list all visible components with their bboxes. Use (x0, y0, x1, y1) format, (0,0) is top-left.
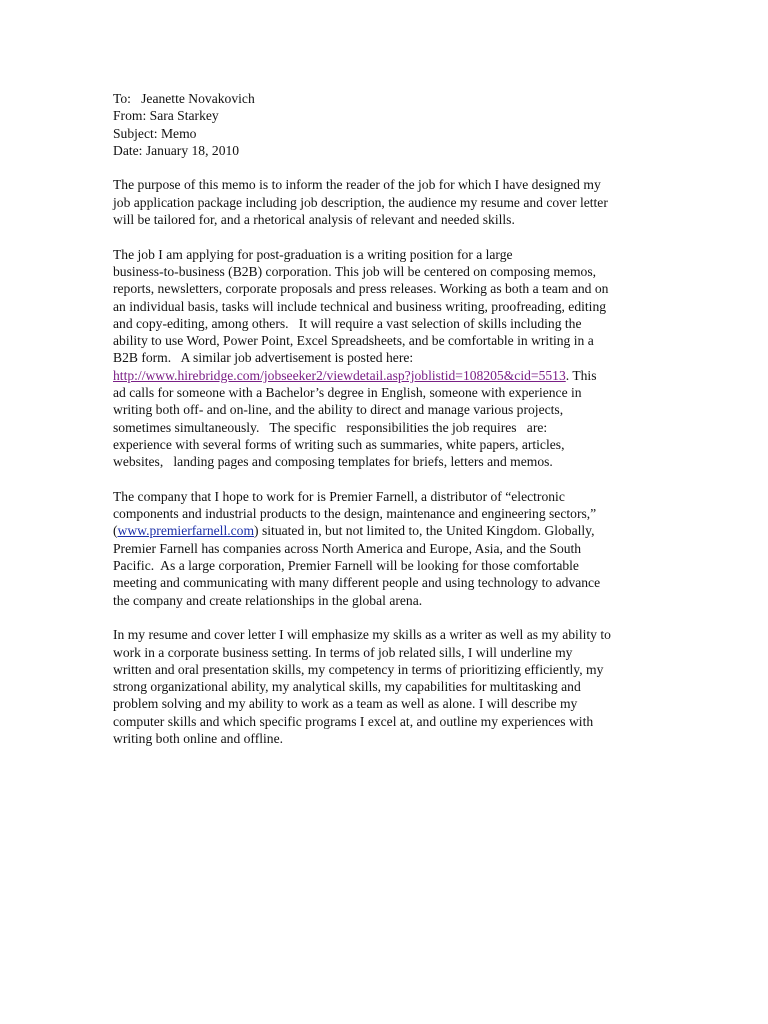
text-line: sometimes simultaneously. The specific responsibilities the job requires are: (113, 419, 548, 435)
paragraph-job (113, 246, 661, 471)
text-line: The purpose of this memo is to inform the reader of the job for which I have designed my (113, 177, 601, 193)
text-line: an individual basis, tasks will include technical and business writing, proofreading, editing (113, 298, 607, 314)
text-line: the company and create relationships in the global arena. (113, 592, 423, 608)
paragraph-company (113, 488, 661, 609)
text-line: writing both off- and on-line, and the ability to direct and manage various projects, (113, 402, 564, 418)
text-line: websites, landing pages and composing templates for briefs, letters and memos. (113, 454, 553, 470)
text-line: writing both online and offline. (113, 730, 284, 746)
text-line: ad calls for someone with a Bachelor’s degree in English, someone with experience in (113, 385, 582, 401)
company-website-link[interactable]: www.premierfarnell.com (117, 523, 255, 539)
memo-date: Date: January 18, 2010 (113, 142, 240, 158)
text-line: business-to-business (B2B) corporation. This job will be centered on composing memos, (113, 263, 597, 279)
text-line: computer skills and which specific programs I excel at, and outline my experiences with (113, 713, 594, 729)
text-line: will be tailored for, and a rhetorical analysis of relevant and needed skills. (113, 212, 515, 228)
text-line: Premier Farnell has companies across North America and Europe, Asia, and the South (113, 540, 582, 556)
paragraph-purpose (113, 176, 661, 228)
text-line: and copy-editing, among others. It will require a vast selection of skills including the (113, 315, 582, 331)
text-line: In my resume and cover letter I will emphasize my skills as a writer as well as my ability to (113, 627, 611, 643)
text-line: B2B form. A similar job advertisement is posted here: (113, 350, 414, 366)
link-leading-text: ( (113, 523, 118, 539)
text-line: job application package including job description, the audience my resume and cover letter (113, 194, 608, 210)
link-trailing-text: ) situated in, but not limited to, the United Kingdom. Globally, (254, 523, 595, 539)
link-trailing-text: . This (565, 367, 597, 383)
text-line: work in a corporate business setting. In terms of job related sills, I will underline my (113, 644, 573, 660)
text-line: The company that I hope to work for is Premier Farnell, a distributor of “electronic (113, 488, 565, 504)
text-line: experience with several forms of writing such as summaries, white papers, articles, (113, 436, 565, 452)
text-line-with-link (113, 522, 661, 539)
text-line-with-link (113, 367, 661, 384)
memo-to: To: Jeanette Novakovich (113, 91, 255, 106)
text-line: components and industrial products to the design, maintenance and engineering sectors,” (113, 506, 597, 522)
text-line: Pacific. As a large corporation, Premier Farnell will be looking for those comfortable (113, 558, 579, 574)
memo-body (113, 90, 661, 747)
text-line: strong organizational ability, my analytical skills, my capabilities for multitasking and (113, 679, 581, 695)
memo-from: From: Sara Starkey (113, 108, 219, 124)
text-line: meeting and communicating with many different people and using technology to advance (113, 575, 601, 591)
text-line: problem solving and my ability to work as a team as well as alone. I will describe my (113, 696, 578, 712)
paragraph-skills (113, 626, 661, 747)
text-line: written and oral presentation skills, my competency in terms of prioritizing efficiently, my (113, 661, 604, 677)
text-line: reports, newsletters, corporate proposals and press releases. Working as both a team and on (113, 281, 609, 297)
text-line: The job I am applying for post-graduation is a writing position for a large (113, 246, 513, 262)
memo-header (113, 90, 661, 159)
job-ad-link[interactable]: http://www.hirebridge.com/jobseeker2/viewdetail.asp?joblistid=108205&cid=5513 (113, 367, 566, 383)
text-line: ability to use Word, Power Point, Excel Spreadsheets, and be comfortable in writing in a (113, 333, 594, 349)
memo-subject: Subject: Memo (113, 125, 197, 141)
